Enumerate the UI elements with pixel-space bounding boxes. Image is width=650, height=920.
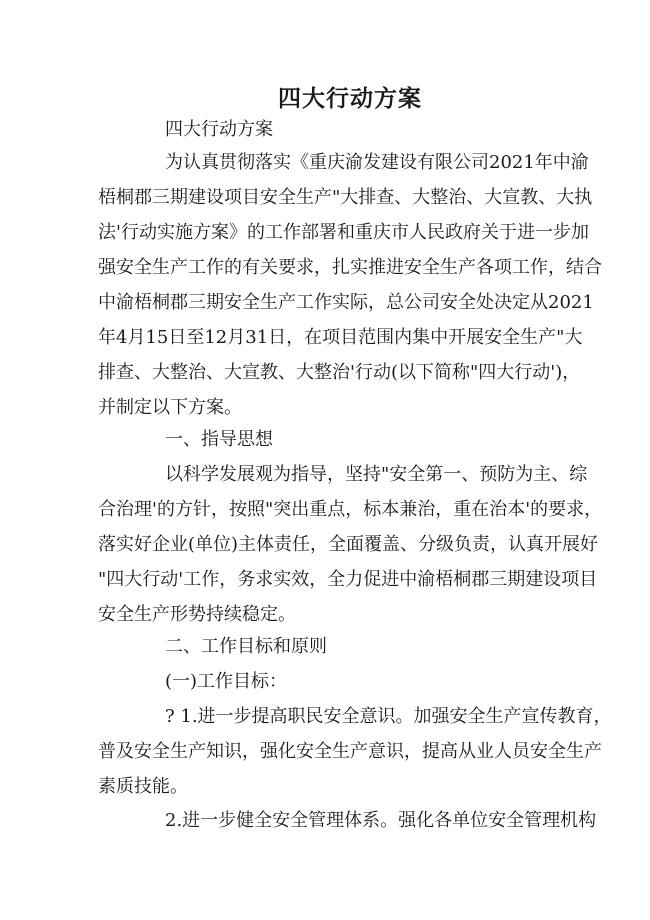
section1-heading: 一、指导思想: [165, 429, 273, 450]
goal1-line-2: 普及安全生产知识，强化安全生产意识，提高从业人员安全生产: [98, 741, 602, 762]
guiding-line-1: 以科学发展观为指导，坚持"安全第一、预防为主、综: [165, 464, 588, 485]
guiding-line-5: 安全生产形势持续稳定。: [98, 604, 296, 625]
intro-line-6: 年4月15日至12月31日，在项目范围内集中开展安全生产"大: [98, 327, 583, 348]
goal1-line-1: ? 1.进一步提高职民安全意识。加强安全生产宣传教育，: [165, 706, 612, 727]
intro-line-8: 并制定以下方案。: [98, 397, 242, 418]
intro-line-4: 强安全生产工作的有关要求，扎实推进安全生产各项工作，结合: [98, 257, 602, 278]
intro-line-3: 法'行动实施方案》的工作部署和重庆市人民政府关于进一步加: [98, 222, 589, 243]
guiding-line-2: 合治理'的方针，按照"突出重点，标本兼治，重在治本'的要求，: [98, 499, 603, 520]
intro-line-1: 为认真贯彻落实《重庆渝发建设有限公司2021年中渝: [165, 152, 589, 173]
guiding-line-4: "四大行动'工作，务求实效，全力促进中渝梧桐郡三期建设项目: [98, 569, 598, 590]
document-title: 四大行动方案: [278, 85, 422, 112]
intro-line-7: 排查、大整治、大宣教、大整治'行动(以下简称"四大行动')，: [98, 362, 581, 383]
document-subtitle: 四大行动方案: [165, 119, 273, 140]
goal2-line-1: 2.进一步健全安全管理体系。强化各单位安全管理机构: [165, 810, 597, 831]
subsection-heading: (一)工作目标：: [165, 671, 288, 692]
intro-line-2: 梧桐郡三期建设项目安全生产"大排查、大整治、大宣教、大执: [98, 187, 593, 208]
guiding-line-3: 落实好企业(单位)主体责任，全面覆盖、分级负责，认真开展好: [98, 534, 599, 555]
goal1-line-3: 素质技能。: [98, 776, 188, 797]
intro-line-5: 中渝梧桐郡三期安全生产工作实际，总公司安全处决定从2021: [98, 292, 594, 313]
section2-heading: 二、工作目标和原则: [165, 636, 327, 657]
